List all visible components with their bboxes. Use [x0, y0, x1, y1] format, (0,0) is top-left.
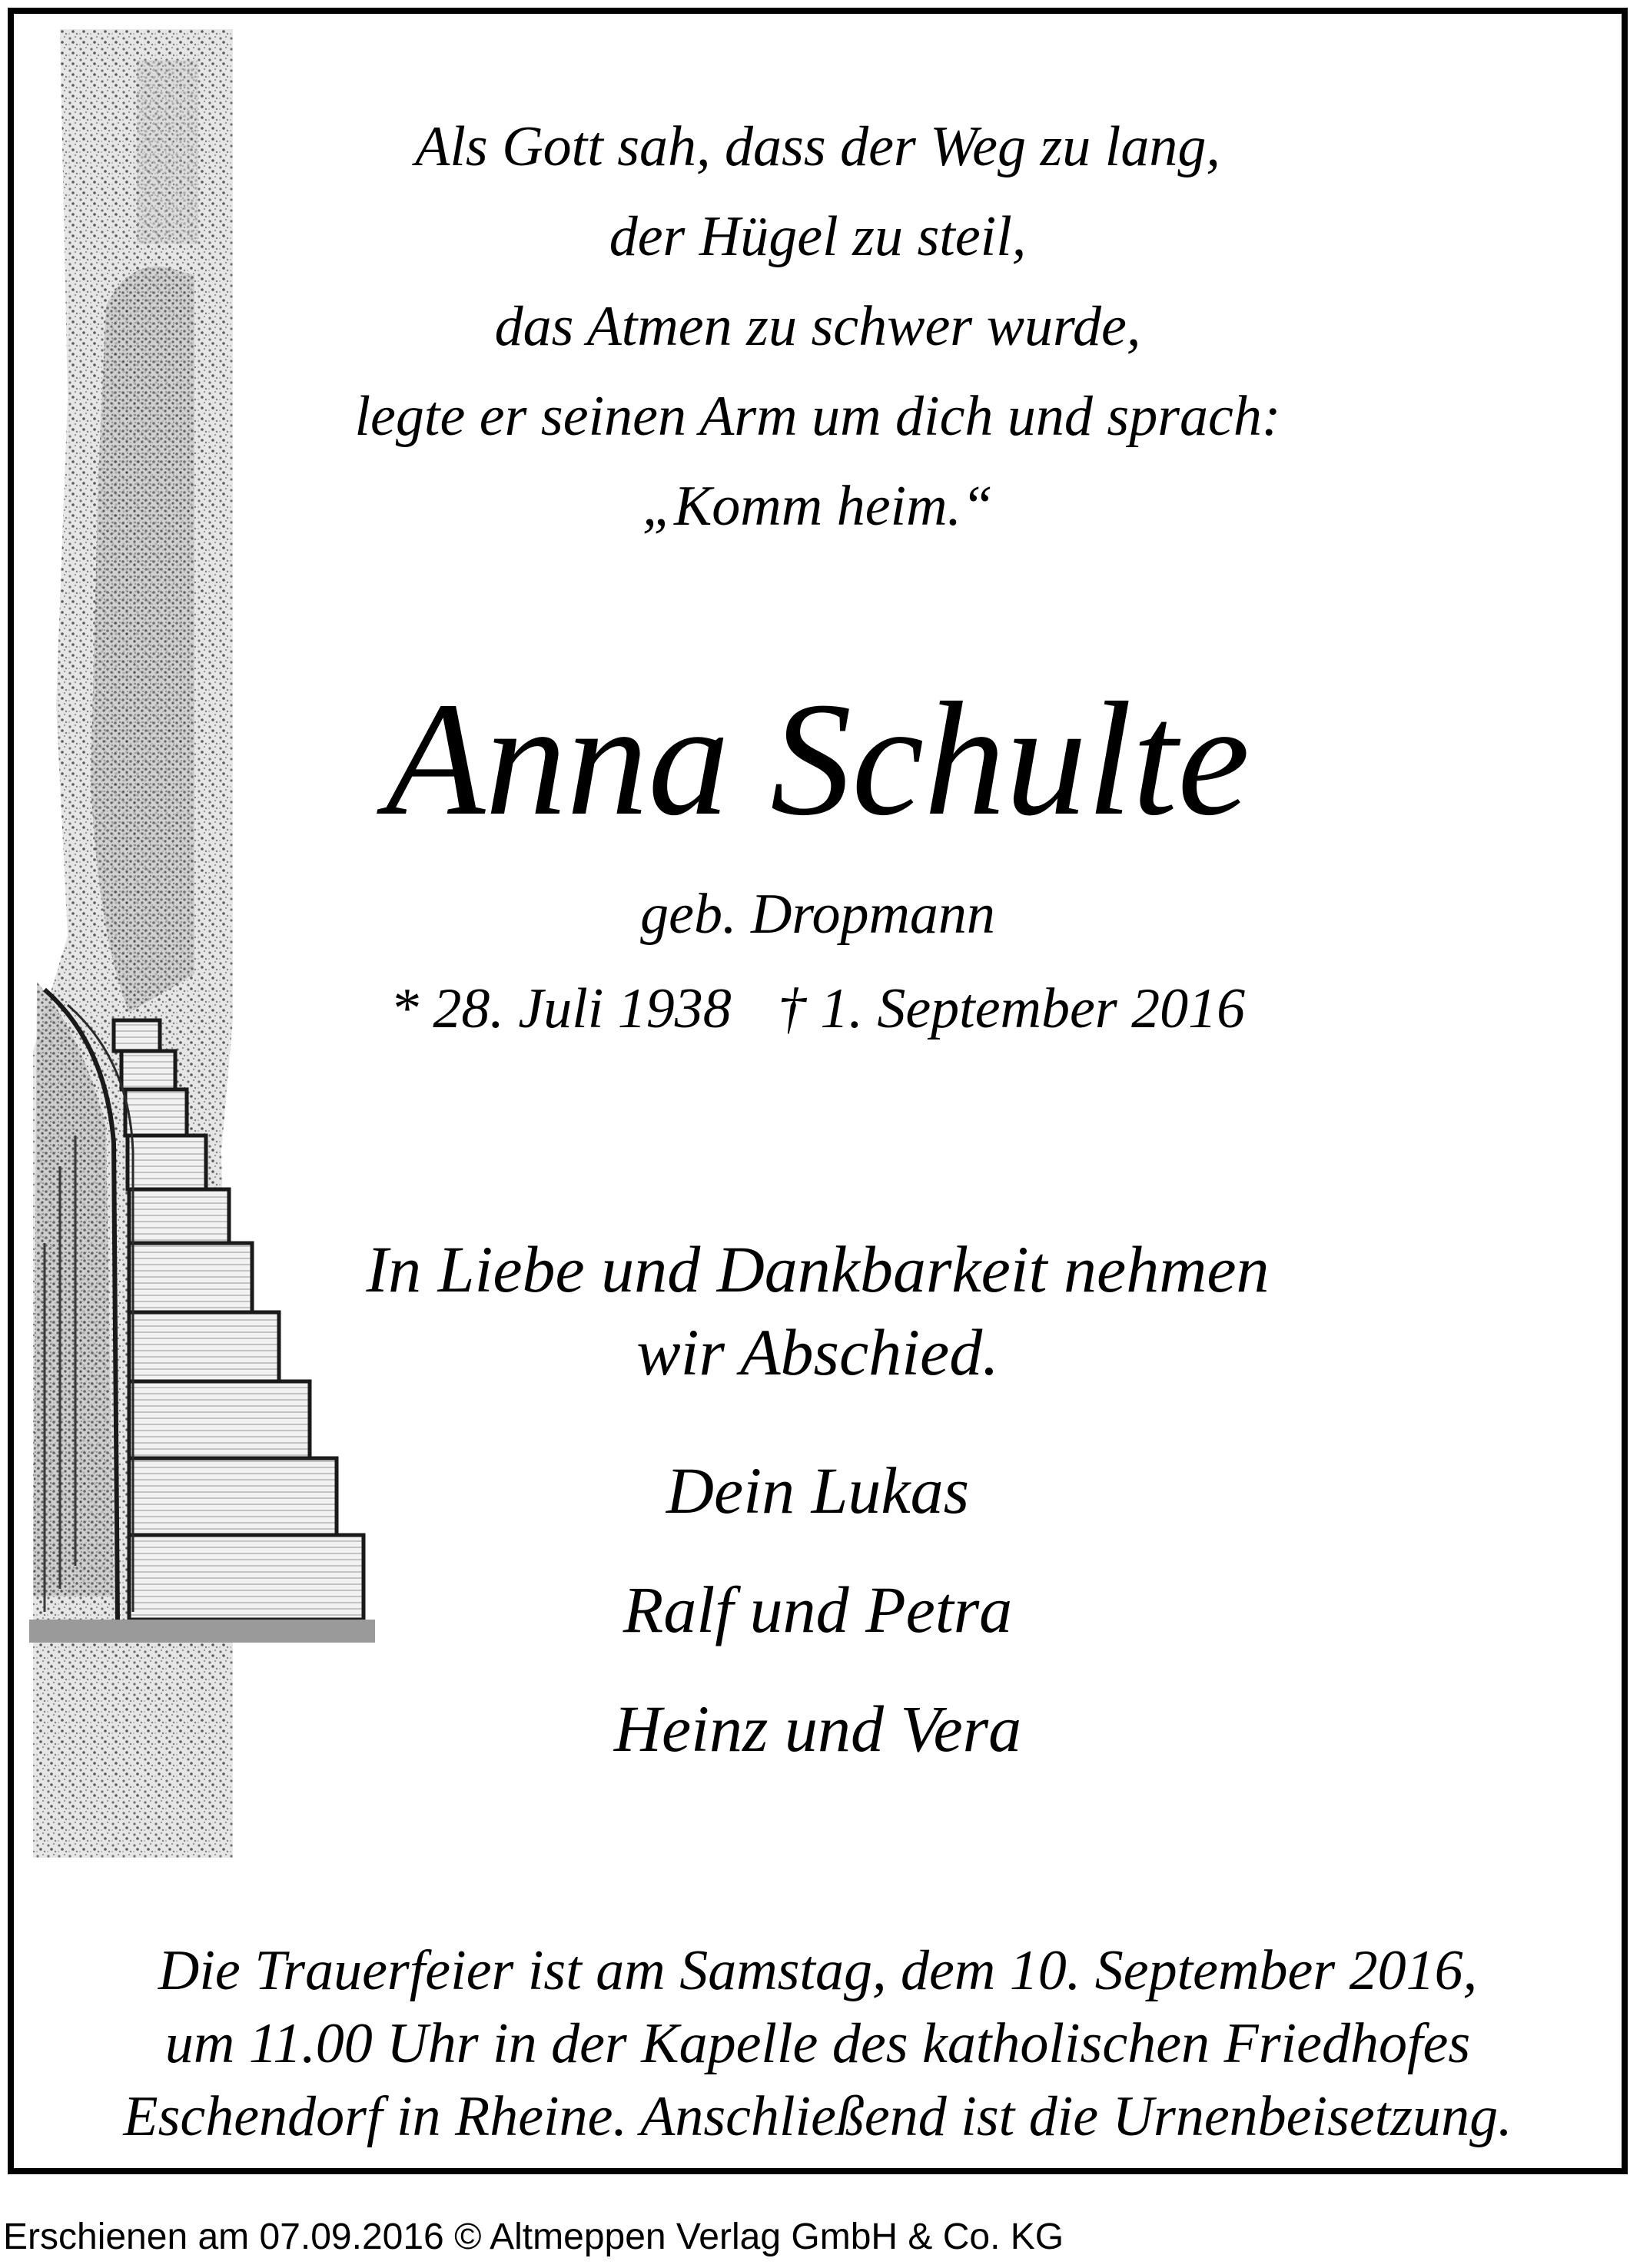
farewell-message [14, 1228, 1622, 1394]
mourner: Heinz und Vera [613, 1692, 1022, 1766]
life-dates [14, 970, 1622, 1047]
ceremony-line: Eschendorf in Rheine. Anschließend ist die Urnenbeisetzung. [123, 2085, 1512, 2148]
obituary-frame [8, 8, 1628, 2174]
ceremony-line: um 11.00 Uhr in der Kapelle des katholischen Friedhofes [164, 2012, 1471, 2075]
ceremony-line: Die Trauerfeier ist am Samstag, dem 10. September 2016, [158, 1939, 1478, 2002]
maiden-name: geb. Dropmann [640, 883, 995, 946]
poem-line: der Hügel zu steil, [609, 205, 1027, 268]
death-date: † 1. September 2016 [777, 977, 1246, 1040]
deceased-name: Anna Schulte [385, 668, 1250, 849]
poem-line: das Atmen zu schwer wurde, [494, 295, 1141, 358]
mourner: Ralf und Petra [622, 1573, 1013, 1646]
poem-line: Als Gott sah, dass der Weg zu lang, [415, 115, 1220, 178]
poem-line: „Komm heim.“ [642, 475, 994, 538]
poem [14, 102, 1622, 552]
poem-line: legte er seinen Arm um dich und sprach: [354, 385, 1281, 448]
ceremony-notice [14, 1935, 1622, 2154]
mourner: Dein Lukas [666, 1454, 970, 1527]
publication-footer: Erschienen am 07.09.2016 © Altmeppen Verlag GmbH & Co. KG [3, 2217, 1064, 2257]
farewell-line: In Liebe und Dankbarkeit nehmen [366, 1232, 1270, 1306]
mourners-list [14, 1431, 1622, 1789]
farewell-line: wir Abschied. [636, 1315, 999, 1389]
birth-date: * 28. Juli 1938 [390, 977, 732, 1040]
